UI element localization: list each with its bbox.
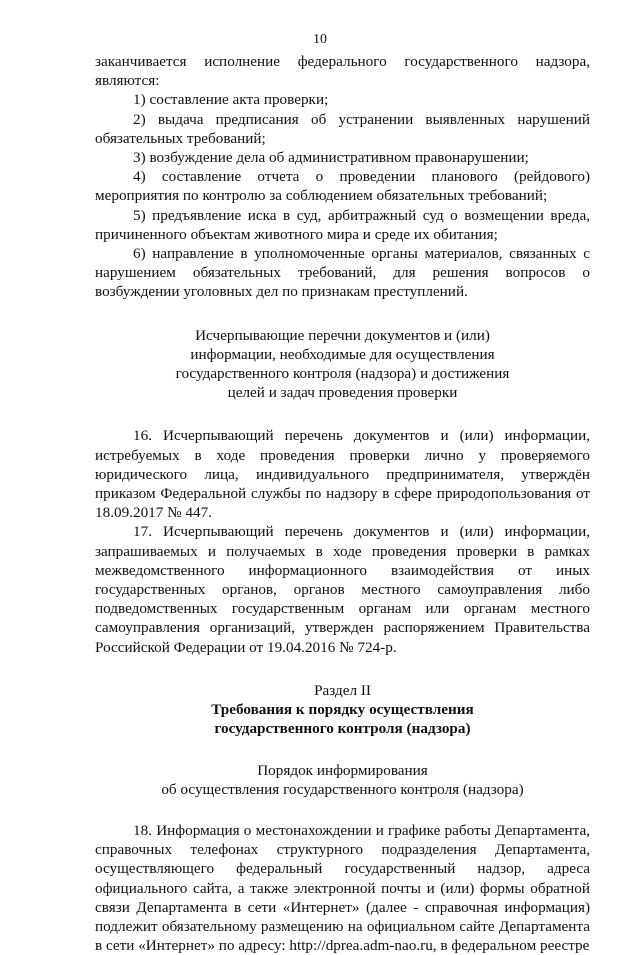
paragraph-18: 18. Информация о местонахождении и графике работы Департамента, справочных телефонах структурного подразделения Департамента, осуществляющего федеральный государственный надзор, адреса официального сайта, а также электронной почты и (или) формы обратной связи Департамента в сети «Интернет» (далее - справочная информация) подлежит обязательному размещению на официальном сайте Департамента в сети «Интернет» по адресу: http://dprea.adm-nao.ru, в федеральном реестре <box>95 821 590 955</box>
subsection-heading-line: об осуществления государственного контроля (надзора) <box>161 780 524 798</box>
section-heading-line: Исчерпывающие перечни документов и (или) <box>195 326 490 344</box>
list-item: 2) выдача предписания об устранении выявленных нарушений обязательных требований; <box>95 110 590 147</box>
section-heading-line: государственного контроля (надзора) и достижения <box>175 365 510 383</box>
subsection-heading-line: Порядок информирования <box>257 761 428 779</box>
list-item: 5) предъявление иска в суд, арбитражный суд о возмещении вреда, причиненного объектам животного мира и среде их обитания; <box>95 206 590 243</box>
section-heading-line: целей и задач проведения проверки <box>227 384 458 402</box>
page-content <box>95 52 590 955</box>
section-title-line: Требования к порядку осуществления <box>211 701 474 719</box>
section-heading <box>95 326 590 403</box>
list-item: 4) составление отчета о проведении планового (рейдового) мероприятия по контролю за соблюдением обязательных требований; <box>95 168 590 205</box>
paragraph-17: 17. Исчерпывающий перечень документов и (или) информации, запрашиваемых и получаемых в ходе проведения проверки в рамках межведомственного информационного взаимодействия от иных государственных органов, органов местного самоуправления либо подведомственных государственным органам или органам местного самоуправления организаций, утвержден распоряжением Правительства Российской Федерации от 19.04.2016 № 724-р. <box>95 523 590 656</box>
page-number: 10 <box>313 32 327 47</box>
list-item: 1) составление акта проверки; <box>133 91 329 109</box>
list-item: 6) направление в уполномоченные органы материалов, связанных с нарушением обязательных требований, для решения вопросов о возбуждении уголовных дел по признакам преступлений. <box>95 245 590 301</box>
paragraph-16: 16. Исчерпывающий перечень документов и (или) информации, истребуемых в ходе проведения проверки лично у проверяемого юридического лица, индивидуального предпринимателя, утверждён приказом Федеральной службы по надзору в сфере природопользования от 18.09.2017 № 447. <box>95 427 590 522</box>
section-title-line: государственного контроля (надзора) <box>214 720 471 738</box>
section-label: Раздел II <box>314 681 371 699</box>
intro-line: заканчивается исполнение федерального государственного надзора, являются: <box>95 53 590 90</box>
section-heading-line: информации, необходимые для осуществления <box>190 345 495 363</box>
list-item: 3) возбуждение дела об административном правонарушении; <box>133 149 529 167</box>
